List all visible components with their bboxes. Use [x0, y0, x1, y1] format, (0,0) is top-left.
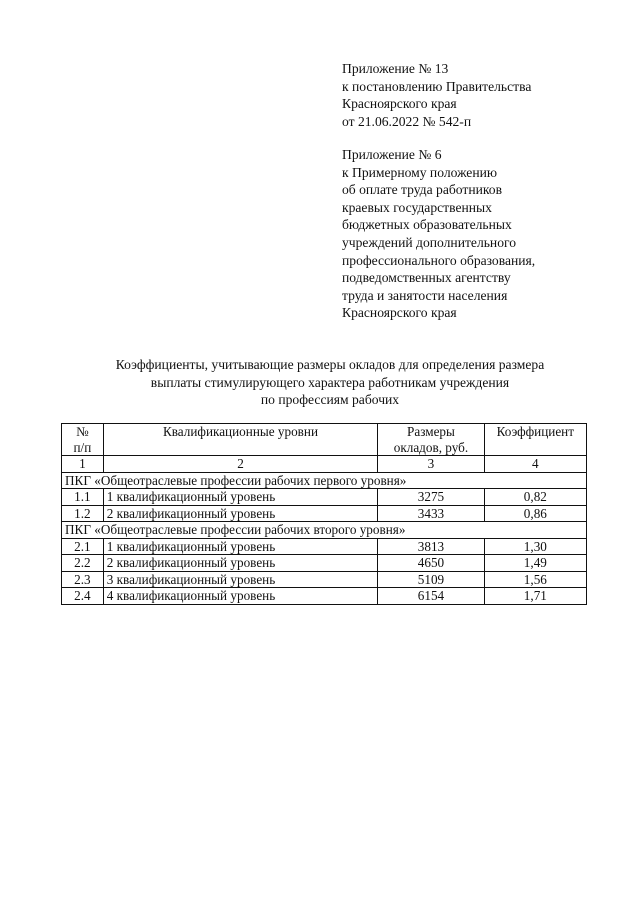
row-coef: 1,49 — [484, 555, 586, 572]
appendix-second-line: бюджетных образовательных — [342, 217, 512, 233]
row-level: 3 квалификационный уровень — [103, 571, 378, 588]
row-salary: 4650 — [378, 555, 484, 572]
table-row — [62, 538, 587, 555]
title-line: по профессиям рабочих — [260, 392, 400, 407]
title-line: выплаты стимулирующего характера работникам учреждения — [150, 374, 510, 390]
header-num-line2: п/п — [73, 439, 92, 455]
header-salary — [378, 424, 484, 456]
row-salary: 3275 — [378, 489, 484, 506]
appendix-second-line: Красноярского края — [342, 305, 457, 321]
row-coef: 0,82 — [484, 489, 586, 506]
row-level: 4 квалификационный уровень — [103, 588, 378, 605]
appendix-second-line: профессионального образования, — [342, 252, 536, 268]
appendix-second-line: Приложение № 6 — [342, 147, 442, 162]
coefficients-table — [61, 423, 587, 605]
header-salary-line1: Размеры — [407, 424, 455, 439]
appendix-second-line: к Примерному положению — [342, 164, 498, 180]
column-number: 2 — [103, 456, 378, 473]
header-num — [62, 424, 104, 456]
row-num: 2.3 — [62, 571, 104, 588]
group-title: ПКГ «Общеотраслевые профессии рабочих первого уровня» — [62, 472, 587, 489]
row-coef: 1,56 — [484, 571, 586, 588]
appendix-second-line: учреждений дополнительного — [342, 234, 517, 250]
column-number-row — [62, 456, 587, 473]
header-num-line1: № — [76, 424, 89, 439]
table-row — [62, 489, 587, 506]
column-number: 3 — [378, 456, 484, 473]
row-coef: 0,86 — [484, 505, 586, 522]
row-num: 1.1 — [62, 489, 104, 506]
appendix-main-line: от 21.06.2022 № 542-п — [342, 113, 472, 129]
row-num: 2.1 — [62, 538, 104, 555]
header-levels: Квалификационные уровни — [103, 424, 378, 456]
group-row — [62, 522, 587, 539]
table-row — [62, 555, 587, 572]
appendix-main-line: к постановлению Правительства — [342, 78, 532, 94]
appendix-main-line: Приложение № 13 — [342, 61, 449, 76]
row-salary: 6154 — [378, 588, 484, 605]
appendix-second-line: труда и занятости населения — [342, 287, 508, 303]
row-coef: 1,30 — [484, 538, 586, 555]
appendix-second-line: подведомственных агентству — [342, 270, 511, 286]
appendix-second-line: об оплате труда работников — [342, 182, 503, 198]
group-row — [62, 472, 587, 489]
header-coef: Коэффициент — [484, 424, 586, 456]
table-row — [62, 571, 587, 588]
column-number: 1 — [62, 456, 104, 473]
row-num: 2.4 — [62, 588, 104, 605]
table-row — [62, 505, 587, 522]
column-number: 4 — [484, 456, 586, 473]
row-level: 2 квалификационный уровень — [103, 505, 378, 522]
row-num: 2.2 — [62, 555, 104, 572]
appendix-main-block — [342, 60, 531, 130]
header-salary-line2: окладов, руб. — [393, 439, 469, 455]
group-title: ПКГ «Общеотраслевые профессии рабочих второго уровня» — [62, 522, 587, 539]
row-salary: 3433 — [378, 505, 484, 522]
appendix-second-block — [342, 146, 535, 322]
row-coef: 1,71 — [484, 588, 586, 605]
appendix-main-line: Красноярского края — [342, 96, 457, 112]
row-level: 1 квалификационный уровень — [103, 489, 378, 506]
row-salary: 3813 — [378, 538, 484, 555]
table-header-row — [62, 424, 587, 456]
document-title — [60, 356, 600, 409]
table-row — [62, 588, 587, 605]
row-num: 1.2 — [62, 505, 104, 522]
title-line: Коэффициенты, учитывающие размеры окладов для определения размера — [115, 357, 545, 372]
row-level: 1 квалификационный уровень — [103, 538, 378, 555]
row-level: 2 квалификационный уровень — [103, 555, 378, 572]
appendix-second-line: краевых государственных — [342, 199, 492, 215]
row-salary: 5109 — [378, 571, 484, 588]
